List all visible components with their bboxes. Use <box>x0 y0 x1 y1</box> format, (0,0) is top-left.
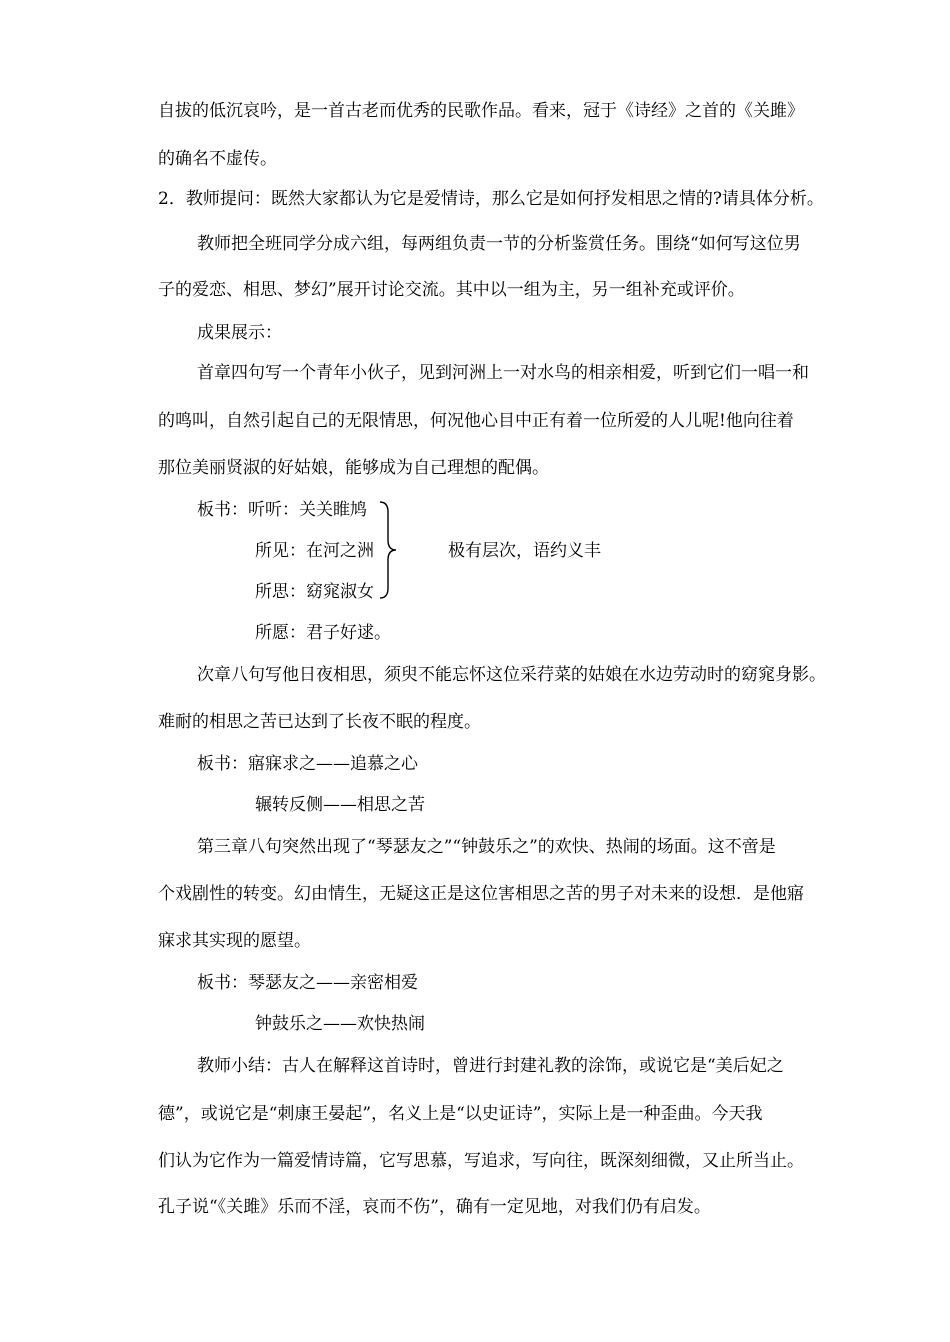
text-line: 孔子说“《关雎》乐而不淫，哀而不伤”，确有一定见地，对我们仍有启发。 <box>158 1197 711 1217</box>
board-line: 板书：听听：关关睢鸠 <box>197 500 367 520</box>
text-line: 寐求其实现的愿望。 <box>158 931 311 951</box>
text-line: 次章八句写他日夜相思，须臾不能忘怀这位采荇菜的姑娘在水边劳动时的窈窕身影。 <box>197 665 826 685</box>
board-note: 极有层次，语约义丰 <box>448 541 601 561</box>
text-line: 德”，或说它是“刺康王晏起”，名义上是“以史证诗”，实际上是一种歪曲。今天我 <box>158 1104 763 1124</box>
text-line: 子的爱恋、相思、梦幻”展开讨论交流。其中以一组为主，另一组补充或评价。 <box>158 280 745 300</box>
text-line: 首章四句写一个青年小伙子，见到河洲上一对水鸟的相亲相爱，听到它们一唱一和 <box>197 363 809 383</box>
board-line: 辗转反侧——相思之苦 <box>255 795 425 815</box>
text-line: 们认为它作为一篇爱情诗篇，它写思慕，写追求，写向往，既深刻细微，又止所当止。 <box>158 1151 804 1171</box>
question-line: 2．教师提问：既然大家都认为它是爱情诗，那么它是如何抒发相思之情的?请具体分析。 <box>158 189 824 209</box>
text-line: 教师把全班同学分成六组，每两组负责一节的分析鉴赏任务。围绕“如何写这位男 <box>197 234 801 254</box>
brace-icon <box>376 500 406 600</box>
board-line: 所见：在河之洲 <box>255 541 374 561</box>
text-line: 的确名不虚传。 <box>158 149 277 169</box>
text-line: 自拔的低沉哀吟，是一首古老而优秀的民歌作品。看来，冠于《诗经》之首的《关雎》 <box>158 101 804 121</box>
text-line: 的鸣叫，自然引起自己的无限情思，何况他心目中正有着一位所爱的人儿呢!他向往着 <box>158 411 794 431</box>
section-label: 成果展示： <box>197 323 282 343</box>
board-line: 板书：寤寐求之——追慕之心 <box>197 754 418 774</box>
text-line: 教师小结：古人在解释这首诗时，曾进行封建礼教的涂饰，或说它是“美后妃之 <box>197 1056 784 1076</box>
text-line: 第三章八句突然出现了“琴瑟友之”“钟鼓乐之”的欢快、热闹的场面。这不啻是 <box>197 837 776 857</box>
text-line: 那位美丽贤淑的好姑娘，能够成为自己理想的配偶。 <box>158 458 549 478</box>
text-line: 个戏剧性的转变。幻由情生，无疑这正是这位害相思之苦的男子对未来的设想．是他寤 <box>158 884 804 904</box>
board-line: 板书：琴瑟友之——亲密相爱 <box>197 973 418 993</box>
board-line: 钟鼓乐之——欢快热闹 <box>255 1014 425 1034</box>
text-line: 难耐的相思之苦已达到了长夜不眠的程度。 <box>158 712 481 732</box>
board-line: 所思：窈窕淑女 <box>255 582 374 602</box>
board-line: 所愿：君子好逑。 <box>255 623 391 643</box>
